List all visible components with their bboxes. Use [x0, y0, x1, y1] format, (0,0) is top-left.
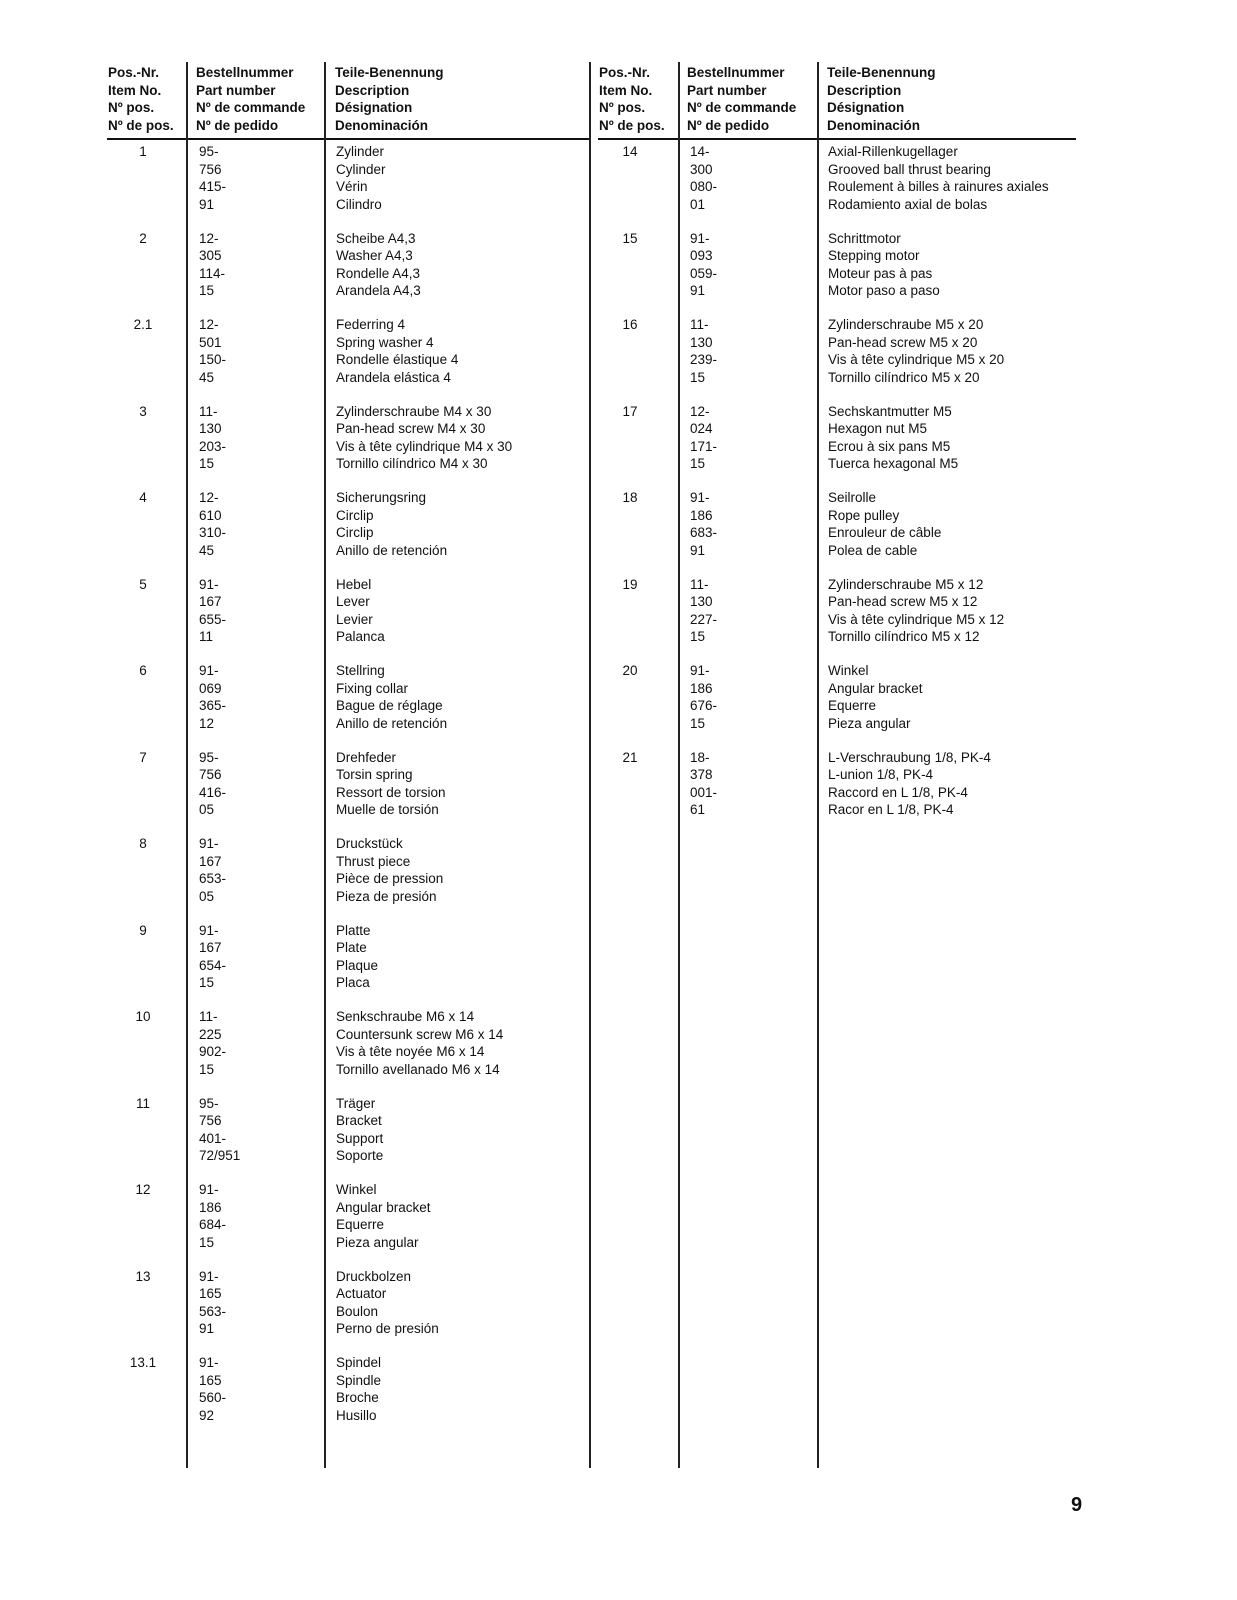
description-line: Stepping motor [828, 248, 920, 263]
description-line: Scheibe A4,3 [336, 230, 416, 246]
description-line: Rodamiento axial de bolas [828, 196, 988, 212]
description-line: Pieza angular [336, 1234, 419, 1250]
item-number: 3 [139, 403, 147, 419]
description [828, 749, 991, 819]
description-line: Winkel [828, 663, 869, 678]
description-line: Raccord en L 1/8, PK-4 [828, 784, 968, 800]
description-line: Soporte [336, 1148, 384, 1163]
description-line: Ecrou à six pans M5 [828, 438, 951, 454]
item-number: 14 [622, 144, 638, 159]
description [336, 1181, 431, 1251]
description [336, 1268, 439, 1338]
item-number: 10 [135, 1009, 151, 1024]
page-number: 9 [1071, 1494, 1083, 1516]
description-line: Drehfeder [336, 749, 397, 765]
part-number: 12-501 150-45 [199, 317, 227, 385]
part-number: 18-378 001-61 [690, 749, 718, 817]
description-line: Zylinderschraube M5 x 12 [828, 576, 984, 592]
item-number: 5 [139, 576, 147, 592]
part-number: 14-300 080-01 [690, 144, 718, 212]
part-number: 91-186 684-15 [199, 1182, 227, 1250]
description-line: Träger [336, 1095, 376, 1111]
part-number: 91-165 560-92 [199, 1355, 227, 1423]
item-number: 2 [139, 230, 147, 246]
description-line: Zylinder [336, 144, 385, 159]
item-number: 1 [139, 144, 147, 159]
header-desc-right [827, 64, 936, 134]
description-line: Pièce de pression [336, 871, 444, 886]
header-line: Bestellnummer [687, 65, 785, 80]
part-number: 91-165 563-91 [199, 1268, 227, 1336]
description-line: Zylinderschraube M5 x 20 [828, 317, 984, 332]
header-line: Nº de pedido [196, 117, 279, 133]
description-line: Levier [336, 611, 373, 627]
description-line: Tornillo cilíndrico M5 x 12 [828, 629, 980, 644]
description-line: Lever [336, 594, 370, 609]
description-line: Motor paso a paso [828, 283, 940, 298]
column-divider [186, 62, 188, 1468]
part-number: 11-130 227-15 [690, 576, 718, 644]
item-number: 19 [622, 576, 638, 592]
description-line: Husillo [336, 1407, 377, 1423]
description [828, 316, 1004, 386]
description-line: Hebel [336, 576, 372, 592]
item-number: 13.1 [129, 1355, 157, 1370]
column-divider [324, 62, 326, 1468]
description [828, 143, 1049, 213]
header-line: Nº de pedido [687, 117, 770, 133]
part-number: 11-130 203-15 [199, 403, 227, 471]
description-line: Support [336, 1130, 384, 1146]
description-line: Sechskantmutter M5 [828, 403, 952, 419]
description-line: Spindle [336, 1372, 382, 1388]
description-line: Circlip [336, 507, 374, 523]
description-line: Thrust piece [336, 853, 411, 869]
description-line: Muelle de torsión [336, 802, 439, 817]
description-line: Angular bracket [336, 1199, 431, 1215]
description-line: Winkel [336, 1182, 377, 1197]
description [336, 403, 512, 473]
header-part-left [196, 64, 305, 134]
description-line: Washer A4,3 [336, 248, 413, 263]
item-number: 18 [622, 490, 638, 505]
header-line: Pos.-Nr. [108, 65, 160, 80]
description-line: Spindel [336, 1355, 382, 1370]
description [336, 662, 447, 732]
item-number: 12 [135, 1182, 151, 1197]
part-number: 12-610 310-45 [199, 490, 227, 558]
description-line: Pan-head screw M5 x 20 [828, 334, 978, 350]
description-line: Sicherungsring [336, 490, 427, 505]
description-line: Bague de réglage [336, 698, 443, 713]
description [336, 230, 421, 300]
description-line: Pan-head screw M4 x 30 [336, 421, 486, 436]
description-line: Angular bracket [828, 680, 923, 696]
item-number: 7 [139, 749, 147, 765]
header-desc-left [335, 64, 444, 134]
header-line: Part number [196, 82, 276, 98]
header-line: Nº de commande [196, 100, 306, 115]
description-line: Plate [336, 940, 367, 955]
description-line: Racor en L 1/8, PK-4 [828, 802, 954, 817]
header-line: Nº de commande [687, 100, 797, 115]
description-line: Cilindro [336, 196, 382, 212]
item-number: 9 [139, 922, 147, 938]
description-line: Federring 4 [336, 317, 406, 332]
header-line: Nº de pos. [108, 117, 174, 133]
description-line: Tuerca hexagonal M5 [828, 456, 959, 471]
item-number: 20 [622, 663, 638, 678]
part-number: 91-167 655-11 [199, 576, 227, 644]
part-number: 91-186 676-15 [690, 663, 718, 731]
description-line: Broche [336, 1390, 379, 1405]
description-line: Zylinderschraube M4 x 30 [336, 403, 492, 419]
part-number: 91-186 683-91 [690, 490, 718, 558]
item-number: 13 [135, 1268, 151, 1284]
column-divider [589, 62, 591, 1468]
description-line: Circlip [336, 525, 374, 540]
description-line: Rope pulley [828, 507, 900, 523]
part-number: 95-756 416-05 [199, 749, 227, 817]
description-line: Palanca [336, 629, 385, 644]
header-line: Denominación [335, 117, 429, 133]
description-line: Vis à tête cylindrique M4 x 30 [336, 438, 513, 454]
description-line: Platte [336, 922, 371, 938]
description [828, 576, 1004, 646]
header-line: Teile-Benennung [335, 65, 444, 80]
description-line: Torsin spring [336, 767, 413, 782]
item-number: 16 [622, 317, 638, 332]
part-number: 11-130 239-15 [690, 317, 718, 385]
item-number: 15 [622, 230, 638, 246]
item-number: 8 [139, 836, 147, 851]
description [336, 316, 458, 386]
description [828, 403, 958, 473]
description-line: Moteur pas à pas [828, 265, 933, 281]
description [336, 749, 446, 819]
description-line: Rondelle A4,3 [336, 265, 421, 281]
description-line: Pieza angular [828, 715, 911, 731]
item-number: 6 [139, 663, 147, 678]
description [828, 662, 923, 732]
description-line: Countersunk screw M6 x 14 [336, 1026, 504, 1042]
header-part-right [687, 64, 796, 134]
part-number: 91-167 654-15 [199, 922, 227, 990]
description-line: Grooved ball thrust bearing [828, 161, 991, 177]
description-line: Boulon [336, 1303, 379, 1319]
description [336, 1008, 503, 1078]
part-number: 95-756 401-72/951 [199, 1095, 241, 1163]
description-line: Vis à tête noyée M6 x 14 [336, 1044, 485, 1059]
item-number: 21 [622, 749, 638, 765]
part-number: 11-225 902-15 [199, 1009, 227, 1077]
header-line: Description [827, 82, 902, 98]
description [828, 489, 941, 559]
header-line: Désignation [335, 100, 413, 115]
header-line: Nº pos. [108, 100, 155, 115]
description-line: Vis à tête cylindrique M5 x 12 [828, 611, 1005, 627]
header-pos-left [108, 64, 174, 134]
description [828, 230, 940, 300]
description-line: Anillo de retención [336, 542, 448, 558]
description-line: Cylinder [336, 161, 386, 177]
description-line: Polea de cable [828, 542, 918, 558]
header-line: Denominación [827, 117, 921, 133]
header-line: Item No. [599, 82, 653, 98]
description-line: Schrittmotor [828, 230, 901, 246]
description-line: Equerre [828, 698, 877, 713]
header-line: Nº pos. [599, 100, 646, 115]
description-line: Arandela A4,3 [336, 283, 421, 298]
part-number: 91-069 365-12 [199, 663, 227, 731]
description-line: Axial-Rillenkugellager [828, 144, 958, 159]
description-line: Anillo de retención [336, 715, 448, 731]
item-number: 4 [139, 490, 147, 505]
description [336, 1095, 383, 1165]
description-line: Fixing collar [336, 680, 409, 696]
description-line: Pan-head screw M5 x 12 [828, 594, 978, 609]
description-line: Enrouleur de câble [828, 525, 942, 540]
item-number: 2.1 [133, 317, 153, 332]
description-line: L-Verschraubung 1/8, PK-4 [828, 749, 991, 765]
item-number: 17 [622, 403, 638, 419]
description [336, 1354, 381, 1424]
description [336, 922, 378, 992]
header-line: Description [335, 82, 410, 98]
description-line: Roulement à billes à rainures axiales [828, 179, 1049, 194]
header-rule-right [598, 138, 1076, 140]
header-line: Pos.-Nr. [599, 65, 651, 80]
description-line: Vis à tête cylindrique M5 x 20 [828, 352, 1005, 367]
header-line: Bestellnummer [196, 65, 294, 80]
description-line: Tornillo cilíndrico M4 x 30 [336, 456, 488, 471]
header-pos-right [599, 64, 665, 134]
description-line: L-union 1/8, PK-4 [828, 767, 934, 782]
description-line: Rondelle élastique 4 [336, 352, 459, 367]
header-line: Part number [687, 82, 767, 98]
description [336, 835, 443, 905]
part-number: 12-024 171-15 [690, 403, 718, 471]
header-line: Item No. [108, 82, 162, 98]
column-divider [678, 62, 680, 1468]
description-line: Pieza de presión [336, 888, 437, 904]
header-rule-left [107, 138, 591, 140]
item-number: 11 [135, 1095, 150, 1111]
column-divider [817, 62, 819, 1468]
description-line: Ressort de torsion [336, 784, 446, 800]
description-line: Stellring [336, 663, 385, 678]
description-line: Equerre [336, 1217, 385, 1232]
description-line: Placa [336, 975, 370, 990]
description-line: Druckbolzen [336, 1268, 412, 1284]
description-line: Hexagon nut M5 [828, 421, 928, 436]
description [336, 489, 447, 559]
description [336, 576, 385, 646]
header-line: Désignation [827, 100, 905, 115]
description-line: Seilrolle [828, 490, 877, 505]
header-line: Teile-Benennung [827, 65, 936, 80]
description-line: Actuator [336, 1286, 387, 1301]
part-number: 95-756 415-91 [199, 144, 227, 212]
header-line: Nº de pos. [599, 117, 665, 133]
description-line: Tornillo cilíndrico M5 x 20 [828, 369, 980, 385]
description-line: Tornillo avellanado M6 x 14 [336, 1061, 500, 1077]
description-line: Spring washer 4 [336, 334, 434, 350]
description-line: Arandela elástica 4 [336, 369, 451, 385]
description [336, 143, 386, 213]
part-number: 91-093 059-91 [690, 230, 718, 298]
description-line: Bracket [336, 1113, 382, 1128]
part-number: 91-167 653-05 [199, 836, 227, 904]
description-line: Plaque [336, 957, 379, 973]
description-line: Perno de presión [336, 1321, 439, 1336]
description-line: Vérin [336, 179, 368, 194]
description-line: Druckstück [336, 836, 403, 851]
description-line: Senkschraube M6 x 14 [336, 1009, 475, 1024]
part-number: 12-305 114-15 [199, 230, 226, 298]
